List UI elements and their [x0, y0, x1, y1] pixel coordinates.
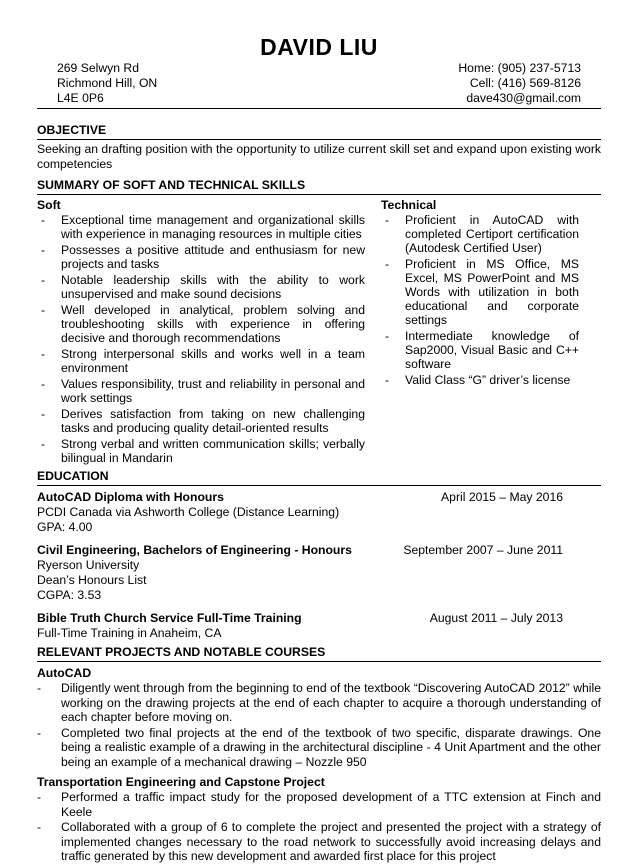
address-line: L4E 0P6	[57, 91, 104, 105]
education-entry	[37, 543, 601, 603]
email: dave430@gmail.com	[466, 91, 581, 105]
technical-skills-column	[381, 196, 579, 467]
dash-bullet: -	[385, 213, 390, 227]
education-title: Civil Engineering, Bachelors of Engineering - Honours	[37, 543, 352, 557]
list-item-text: Values responsibility, trust and reliability in personal and work settings	[61, 377, 365, 405]
project-title: Transportation Engineering and Capstone Project	[37, 775, 325, 789]
technical-skills-heading: Technical	[381, 198, 437, 212]
soft-skill-item	[37, 273, 365, 301]
education-detail: Dean’s Honours List	[37, 573, 147, 587]
address-line: 269 Selwyn Rd	[57, 61, 139, 75]
cell-phone: Cell: (416) 569-8126	[469, 76, 581, 90]
soft-skill-item	[37, 213, 365, 241]
project-bullet-text: Performed a traffic impact study for the proposed development of a TTC extension at Finch and Keele	[61, 790, 601, 819]
list-item-text: Exceptional time management and organizational skills with experience in managing resources in multiple cities	[61, 213, 365, 241]
dash-bullet: -	[385, 329, 390, 343]
soft-skills-heading: Soft	[37, 198, 61, 212]
project-bullet-text: Completed two final projects at the end of the textbook of two specific, disparate drawings. One being a realistic example of a drawing in the architectural discipline - 4 Unit Apartment and the other being an example of a mechanical drawing – Nozzle 950	[61, 725, 601, 769]
soft-skill-item	[37, 303, 365, 345]
dash-bullet: -	[37, 681, 42, 695]
project-bullet	[37, 681, 601, 725]
header-divider	[37, 108, 601, 109]
education-title-row	[37, 490, 601, 505]
list-item-text: Notable leadership skills with the ability to work unsupervised and make sound decisions	[61, 273, 365, 301]
dash-bullet: -	[37, 725, 42, 740]
resume-page	[37, 34, 601, 865]
dash-bullet: -	[41, 437, 46, 451]
technical-skill-item	[381, 257, 579, 327]
education-date: September 2007 – June 2011	[403, 543, 563, 557]
dash-bullet: -	[37, 790, 42, 804]
education-detail: CGPA: 3.53	[37, 588, 102, 602]
list-item-text: Proficient in AutoCAD with completed Certiport certification (Autodesk Certified User)	[405, 213, 579, 255]
technical-skill-item	[381, 373, 579, 387]
education-detail: GPA: 4.00	[37, 520, 93, 534]
education-detail: Full-Time Training in Anaheim, CA	[37, 626, 222, 640]
dash-bullet: -	[385, 257, 390, 271]
education-entry	[37, 611, 601, 641]
project-title: AutoCAD	[37, 666, 92, 680]
dash-bullet: -	[385, 373, 390, 387]
education-title-row	[37, 611, 601, 626]
dash-bullet: -	[41, 303, 46, 317]
project-bullet	[37, 790, 601, 819]
address-line: Richmond Hill, ON	[57, 76, 158, 90]
list-item-text: Strong interpersonal skills and works well in a team environment	[61, 347, 365, 375]
soft-skills-column	[37, 196, 373, 467]
dash-bullet: -	[41, 377, 46, 391]
soft-skill-item	[37, 407, 365, 435]
soft-skill-item	[37, 437, 365, 465]
dash-bullet: -	[41, 347, 46, 361]
project-bullet-text: Collaborated with a group of 6 to complete the project and presented the project with a strategy of implemented changes necessary to the road network to successfully avoid increasing delays and traffic generated by this new development and awarded first place for this project	[61, 820, 601, 863]
contact-block	[37, 61, 601, 106]
dash-bullet: -	[41, 407, 46, 421]
section-heading-projects: RELEVANT PROJECTS AND NOTABLE COURSES	[37, 645, 601, 662]
education-title: Bible Truth Church Service Full-Time Training	[37, 611, 302, 625]
list-item-text: Valid Class “G” driver’s license	[405, 373, 571, 387]
phone-email-block	[458, 61, 581, 106]
technical-skills-list	[381, 213, 579, 387]
list-item-text: Intermediate knowledge of Sap2000, Visual Basic and C++ software	[405, 329, 579, 371]
education-title: AutoCAD Diploma with Honours	[37, 490, 224, 504]
dash-bullet: -	[37, 820, 42, 834]
soft-skill-item	[37, 347, 365, 375]
project-bullets	[37, 790, 601, 864]
project-bullet	[37, 726, 601, 770]
skills-table	[37, 196, 601, 467]
section-heading-education: EDUCATION	[37, 469, 601, 486]
list-item-text: Proficient in MS Office, MS Excel, MS PowerPoint and MS Words with utilization in both educational and corporate settings	[405, 257, 579, 327]
education-title-row	[37, 543, 601, 558]
project-bullet-text: Diligently went through from the beginning to end of the textbook “Discovering AutoCAD 2012” while working on the drawing projects at the end of each chapter to acquire a thorough understanding of each chapter before moving on.	[61, 681, 601, 724]
dash-bullet: -	[41, 243, 46, 257]
education-date: August 2011 – July 2013	[429, 611, 563, 625]
projects-list	[37, 666, 601, 864]
technical-skill-item	[381, 329, 579, 371]
list-item-text: Possesses a positive attitude and enthusiasm for new projects and tasks	[61, 243, 365, 271]
education-detail: PCDI Canada via Ashworth College (Distance Learning)	[37, 505, 340, 519]
education-date: April 2015 – May 2016	[441, 490, 563, 504]
home-phone: Home: (905) 237-5713	[458, 61, 581, 75]
soft-skill-item	[37, 243, 365, 271]
education-list	[37, 490, 601, 641]
section-heading-objective: OBJECTIVE	[37, 123, 601, 140]
dash-bullet: -	[41, 273, 46, 287]
project-bullet	[37, 820, 601, 864]
objective-text: Seeking an drafting position with the opportunity to utilize current skill set and expand upon existing work competencies	[37, 142, 601, 171]
address-block	[57, 61, 157, 106]
education-entry	[37, 490, 601, 535]
list-item-text: Well developed in analytical, problem solving and troubleshooting skills with experience in offering decisive and thorough recommendations	[61, 303, 365, 345]
list-item-text: Derives satisfaction from taking on new challenging tasks and producing quality detail-oriented results	[61, 407, 365, 435]
dash-bullet: -	[41, 213, 46, 227]
section-heading-skills: SUMMARY OF SOFT AND TECHNICAL SKILLS	[37, 178, 601, 195]
soft-skill-item	[37, 377, 365, 405]
candidate-name: DAVID LIU	[260, 34, 378, 60]
list-item-text: Strong verbal and written communication skills; verbally bilingual in Mandarin	[61, 437, 365, 465]
project-bullets	[37, 681, 601, 769]
soft-skills-list	[37, 213, 365, 465]
education-detail: Ryerson University	[37, 558, 140, 572]
technical-skill-item	[381, 213, 579, 255]
